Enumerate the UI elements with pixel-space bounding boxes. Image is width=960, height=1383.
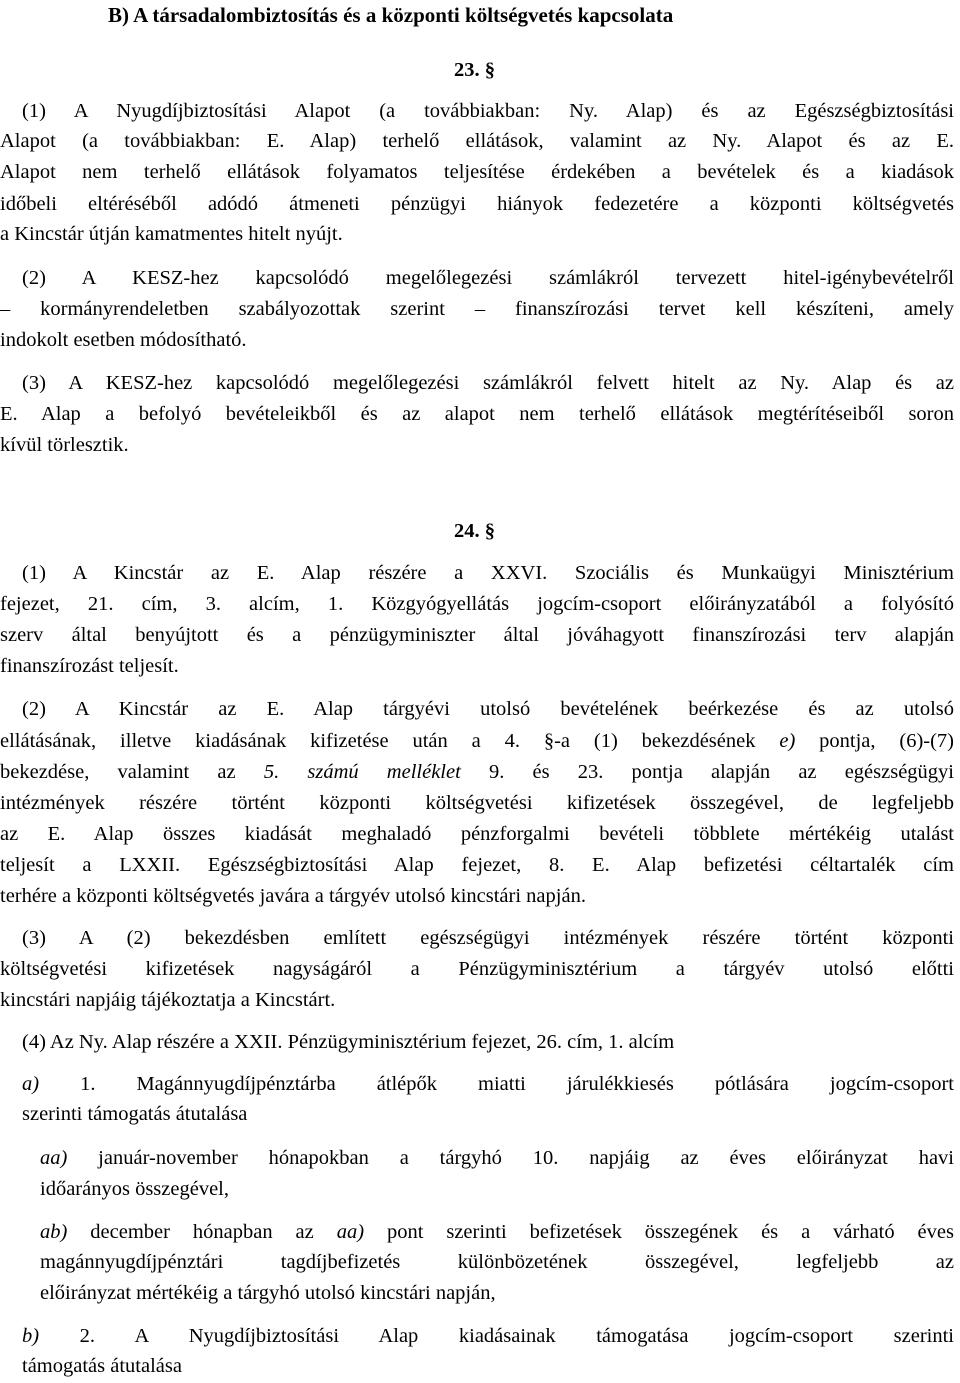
text-line: E. Alap a befolyó bevételeikből és az alapot nem terhelő ellátások megtérítéseiből soron bbox=[0, 403, 954, 425]
text-line: – kormányrendeletben szabályozottak szerint – finanszírozási tervet kell készíteni, amely bbox=[0, 298, 954, 320]
text-line: a Kincstár útján kamatmentes hitelt nyújt. bbox=[0, 223, 343, 245]
text-line: kincstári napjáig tájékoztatja a Kincstárt. bbox=[0, 989, 336, 1011]
text-line: Alapot nem terhelő ellátások folyamatos teljesítése érdekében a bevételek és a kiadások bbox=[0, 161, 954, 183]
text-line: ab) december hónapban az aa) pont szerinti befizetések összegének és a várható éves bbox=[40, 1221, 954, 1243]
text-line: teljesít a LXXII. Egészségbiztosítási Alap fejezet, 8. E. Alap befizetési céltartalék cím bbox=[0, 854, 954, 876]
text-line: költségvetési kifizetések nagyságáról a Pénzügyminisztérium a tárgyév utolsó előtti bbox=[0, 958, 954, 980]
text-line: időarányos összegével, bbox=[40, 1178, 229, 1200]
text-line: aa) január-november hónapokban a tárgyhó 10. napjáig az éves előirányzat havi bbox=[40, 1147, 954, 1169]
italic-ref: aa) bbox=[336, 1221, 365, 1243]
section-title: B) A társadalombiztosítás és a központi költségvetés kapcsolata bbox=[108, 3, 674, 27]
text-line: (3) A (2) bekezdésben említett egészségügyi intézmények részére történt központi bbox=[22, 927, 954, 949]
text-line: szerv által benyújtott és a pénzügyminiszter által jóváhagyott finanszírozási terv alapján bbox=[0, 624, 954, 646]
text-line: (1) A Kincstár az E. Alap részére a XXVI. Szociális és Munkaügyi Minisztérium bbox=[22, 562, 954, 584]
text-line: időbeli eltéréséből adódó átmeneti pénzügyi hiányok fedezetére a központi költségvetés bbox=[0, 193, 954, 215]
text-line: intézmények részére történt központi költségvetési kifizetések összegével, de legfeljebb bbox=[0, 792, 954, 814]
point-label: a) bbox=[22, 1073, 40, 1095]
point-label: aa) bbox=[40, 1147, 68, 1169]
italic-ref: 5. számú melléklet bbox=[263, 761, 461, 783]
text-line: előirányzat mértékéig a tárgyhó utolsó kincstári napján, bbox=[40, 1282, 496, 1304]
text-line: az E. Alap összes kiadását meghaladó pénzforgalmi bevételi többlete mértékéig utalást bbox=[0, 823, 954, 845]
text-line: ellátásának, illetve kiadásának kifizetése után a 4. §-a (1) bekezdésének e) pontja, (6)-(7) bbox=[0, 730, 955, 752]
section-24-paragraph-4: (4) Az Ny. Alap részére a XXII. Pénzügyminisztérium fejezet, 26. cím, 1. alcím bbox=[22, 1031, 675, 1053]
text-line: bekezdése, valamint az 5. számú melléklet 9. és 23. pontja alapján az egészségügyi bbox=[0, 761, 955, 783]
text-line: b) 2. A Nyugdíjbiztosítási Alap kiadásainak támogatása jogcím-csoport szerinti bbox=[22, 1325, 954, 1347]
text-line: kívül törlesztik. bbox=[0, 434, 129, 456]
text-line: a) 1. Magánnyugdíjpénztárba átlépők miatti járulékkiesés pótlására jogcím-csoport bbox=[22, 1073, 954, 1095]
text-line: (2) A KESZ-hez kapcsolódó megelőlegezési számlákról tervezett hitel-igénybevételről bbox=[22, 267, 954, 289]
text-line: fejezet, 21. cím, 3. alcím, 1. Közgyógyellátás jogcím-csoport előirányzatából a folyósító bbox=[0, 593, 954, 615]
text-line: (3) A KESZ-hez kapcsolódó megelőlegezési számlákról felvett hitelt az Ny. Alap és az bbox=[22, 372, 954, 394]
text-line: terhére a központi költségvetés javára a tárgyév utolsó kincstári napján. bbox=[0, 885, 586, 907]
point-label: b) bbox=[22, 1325, 40, 1347]
text-line: (1) A Nyugdíjbiztosítási Alapot (a továbbiakban: Ny. Alap) és az Egészségbiztosítási bbox=[22, 100, 954, 122]
text-line: támogatás átutalása bbox=[22, 1355, 182, 1377]
section-23-heading: 23. § bbox=[454, 59, 495, 81]
text-line: szerinti támogatás átutalása bbox=[22, 1103, 248, 1125]
text-line: magánnyugdíjpénztári tagdíjbefizetés különbözetének összegével, legfeljebb az bbox=[40, 1251, 954, 1273]
italic-ref: e) bbox=[779, 730, 796, 752]
text-line: Alapot (a továbbiakban: E. Alap) terhelő ellátások, valamint az Ny. Alapot és az E. bbox=[0, 130, 954, 152]
point-label: ab) bbox=[40, 1221, 68, 1243]
text-line: indokolt esetben módosítható. bbox=[0, 329, 247, 351]
section-24-heading: 24. § bbox=[454, 520, 495, 542]
text-line: finanszírozást teljesít. bbox=[0, 655, 179, 677]
text-line: (2) A Kincstár az E. Alap tárgyévi utolsó bevételének beérkezése és az utolsó bbox=[22, 698, 954, 720]
